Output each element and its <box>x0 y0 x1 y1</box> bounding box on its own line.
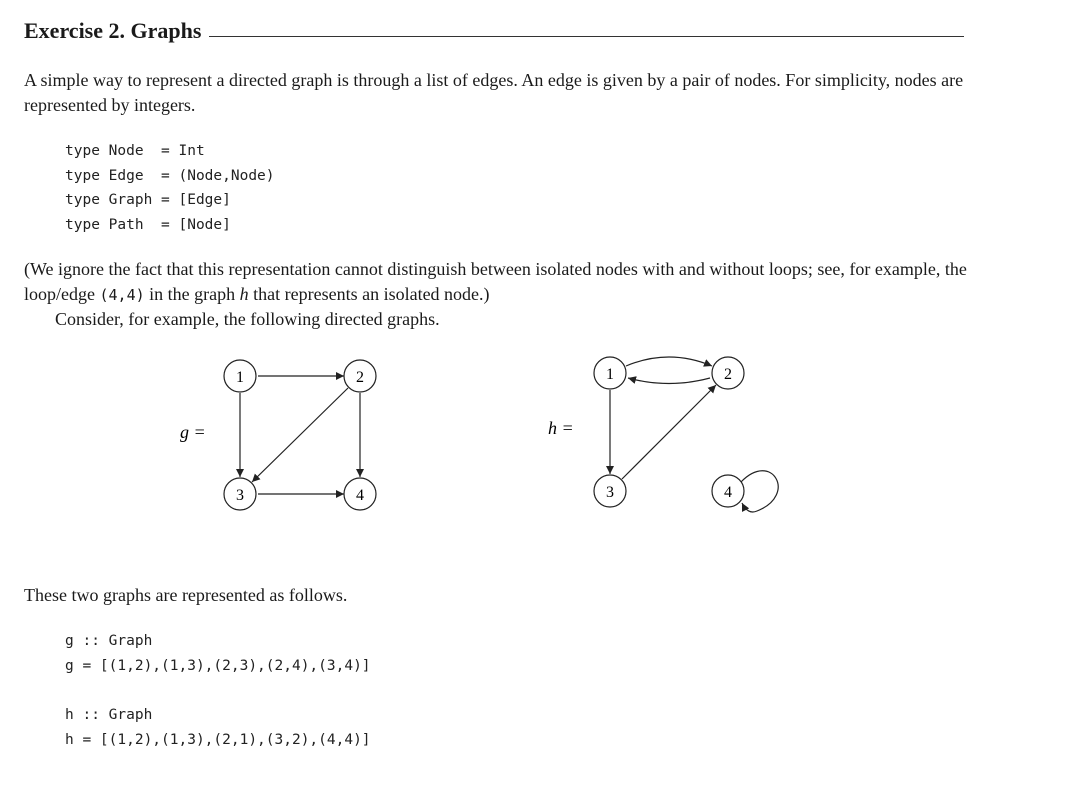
node-label: 3 <box>606 484 614 501</box>
note-part3: that represents an isolated node.) <box>253 284 490 304</box>
note-part1: (We ignore the fact that this representation cannot distinguish between isolated nodes with and without loops; see, for example, the loop/edge <box>24 259 967 304</box>
node-g-2 <box>344 360 376 392</box>
loop-edge-code: (4,4) <box>99 286 145 304</box>
node-label: 2 <box>356 369 364 386</box>
represented-paragraph: These two graphs are represented as follows. <box>24 585 348 605</box>
edge-h-2-1 <box>628 378 710 384</box>
graph-g-label: g = <box>180 422 206 442</box>
type-def-line: type Node = Int <box>65 143 205 159</box>
node-label: 1 <box>606 366 614 383</box>
code-g <box>65 629 371 678</box>
exercise-title: Exercise 2. Graphs <box>24 18 202 43</box>
node-label: 4 <box>356 487 364 504</box>
node-g-3 <box>224 478 256 510</box>
intro-paragraph: A simple way to represent a directed graph is through a list of edges. An edge is given by a pair of nodes. For simplicity, nodes are represented by integers. <box>24 70 964 115</box>
code-line: g = [(1,2),(1,3),(2,3),(2,4),(3,4)] <box>65 657 371 674</box>
edge-h-1-2 <box>626 357 712 366</box>
node-label: 1 <box>236 369 244 386</box>
type-definitions <box>65 139 275 237</box>
node-g-4 <box>344 478 376 510</box>
type-def-line: type Graph = [Edge] <box>65 192 231 208</box>
exercise-heading <box>24 14 964 44</box>
consider-paragraph: Consider, for example, the following directed graphs. <box>55 309 440 329</box>
node-h-3 <box>594 475 626 507</box>
node-label: 4 <box>724 484 732 501</box>
graphs-figure <box>0 345 1083 545</box>
heading-rule <box>209 36 964 37</box>
node-g-1 <box>224 360 256 392</box>
code-h <box>65 703 371 752</box>
edge-g-2-3 <box>252 388 348 482</box>
edge-h-4-4 <box>741 471 778 512</box>
note-paragraph <box>24 257 974 308</box>
graph-name-h: h <box>239 284 249 304</box>
node-label: 2 <box>724 366 732 383</box>
code-line: h = [(1,2),(1,3),(2,1),(3,2),(4,4)] <box>65 731 371 748</box>
code-line: g :: Graph <box>65 633 153 649</box>
edge-h-3-2 <box>622 385 716 479</box>
graph-g <box>180 360 376 510</box>
node-h-1 <box>594 357 626 389</box>
note-part2: in the graph <box>149 284 236 304</box>
node-label: 3 <box>236 487 244 504</box>
type-def-line: type Edge = (Node,Node) <box>65 167 275 184</box>
code-line: h :: Graph <box>65 707 153 723</box>
graph-h-label: h = <box>548 418 574 438</box>
node-h-2 <box>712 357 744 389</box>
type-def-line: type Path = [Node] <box>65 216 231 233</box>
graph-h <box>548 357 778 512</box>
node-h-4 <box>712 475 744 507</box>
